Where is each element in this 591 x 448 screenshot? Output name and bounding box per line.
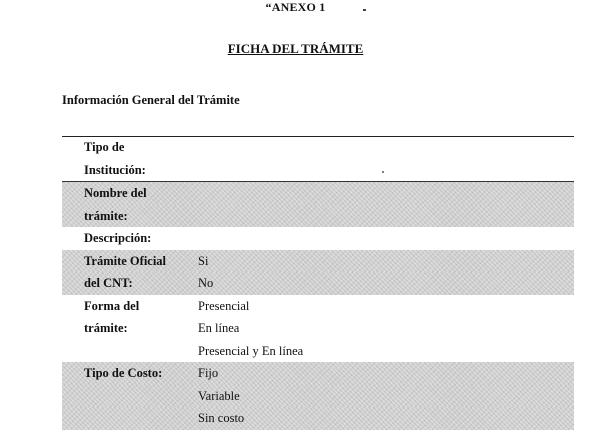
form-row bbox=[62, 362, 574, 385]
row-value: Sin costo bbox=[198, 411, 245, 425]
row-label: Tipo de Costo: bbox=[84, 366, 163, 380]
row-value: Presencial bbox=[198, 298, 250, 313]
row-label: Descripción: bbox=[84, 231, 152, 245]
row-value: En línea bbox=[198, 321, 240, 335]
row-value: Si bbox=[198, 253, 209, 268]
row-label: del CNT: bbox=[84, 276, 133, 290]
scan-speck bbox=[382, 171, 384, 173]
row-value bbox=[194, 136, 574, 159]
section-heading: Información General del Trámite bbox=[62, 93, 240, 107]
procedure-form bbox=[62, 136, 574, 430]
row-value bbox=[194, 182, 574, 205]
row-label bbox=[62, 407, 194, 430]
row-value bbox=[194, 159, 574, 182]
row-label: Institución: bbox=[84, 162, 146, 177]
row-value bbox=[194, 205, 574, 228]
form-row bbox=[62, 407, 574, 430]
form-row bbox=[62, 250, 574, 273]
form-row bbox=[62, 340, 574, 363]
form-row bbox=[62, 181, 574, 205]
document-title: FICHA DEL TRÁMITE bbox=[227, 41, 364, 56]
row-value: Variable bbox=[198, 388, 240, 403]
form-row bbox=[62, 385, 574, 408]
row-label: Forma del bbox=[84, 298, 140, 313]
form-row bbox=[62, 295, 574, 318]
row-label: Tipo de bbox=[84, 140, 125, 154]
row-label: trámite: bbox=[84, 208, 128, 223]
row-label: Nombre del bbox=[84, 186, 147, 200]
annex-heading: “ANEXO 1 bbox=[265, 0, 326, 14]
row-label: trámite: bbox=[84, 321, 128, 335]
row-label: Trámite Oficial bbox=[84, 253, 167, 268]
form-row bbox=[62, 227, 574, 250]
annex-ink-mark bbox=[363, 9, 366, 11]
form-row bbox=[62, 136, 574, 159]
row-value: Fijo bbox=[198, 366, 219, 380]
form-row bbox=[62, 159, 574, 182]
form-row bbox=[62, 272, 574, 295]
form-row bbox=[62, 317, 574, 340]
row-value: Presencial y En línea bbox=[198, 343, 304, 358]
row-value: No bbox=[198, 276, 214, 290]
form-row bbox=[62, 205, 574, 228]
row-label bbox=[62, 340, 194, 363]
row-label bbox=[62, 385, 194, 408]
row-value bbox=[194, 227, 574, 250]
